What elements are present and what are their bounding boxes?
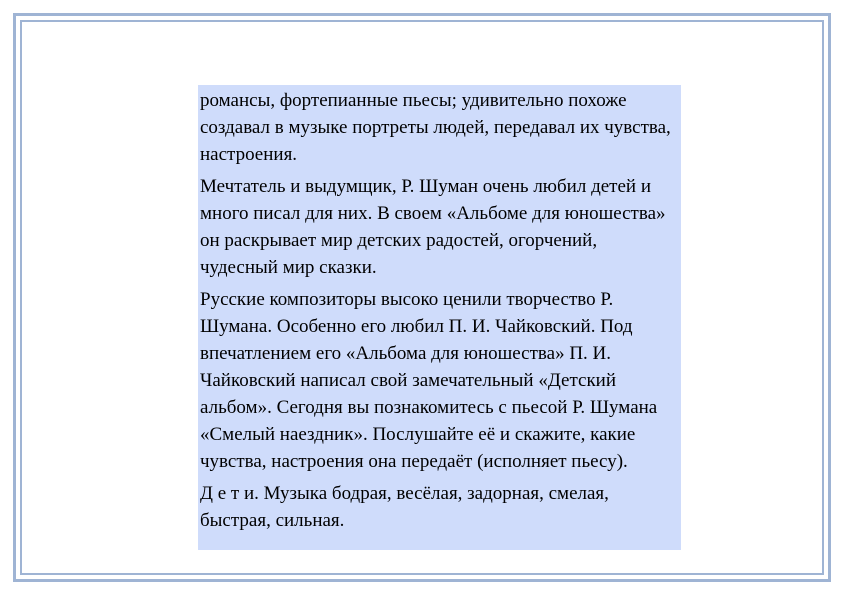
paragraph-1: романсы, фортепианные пьесы; удивительно похоже создавал в музыке портреты людей, передавал их чувства, настроения. [200,90,671,165]
paragraph-3: Русские композиторы высоко ценили творчество Р. Шумана. Особенно его любил П. И. Чайковский. Под впечатлением его «Альбома для юношества» П. И. Чайковский написал свой замечательный «Детский альбом». Сегодня вы познакомитесь с пьесой Р. Шумана «Смелый наездник». Послушайте её и скажите, какие чувства, настроения она передаёт (исполняет пьесу). [200,289,658,472]
paragraph-2: Мечтатель и выдумщик, Р. Шуман очень любил детей и много писал для них. В своем «Альбоме для юношества» он раскрывает мир детских радостей, огорчений, чудесный мир сказки. [200,176,666,278]
paragraph-4: Д е т и. Музыка бодрая, весёлая, задорная, смелая, быстрая, сильная. [200,483,609,531]
text-block [198,85,681,550]
